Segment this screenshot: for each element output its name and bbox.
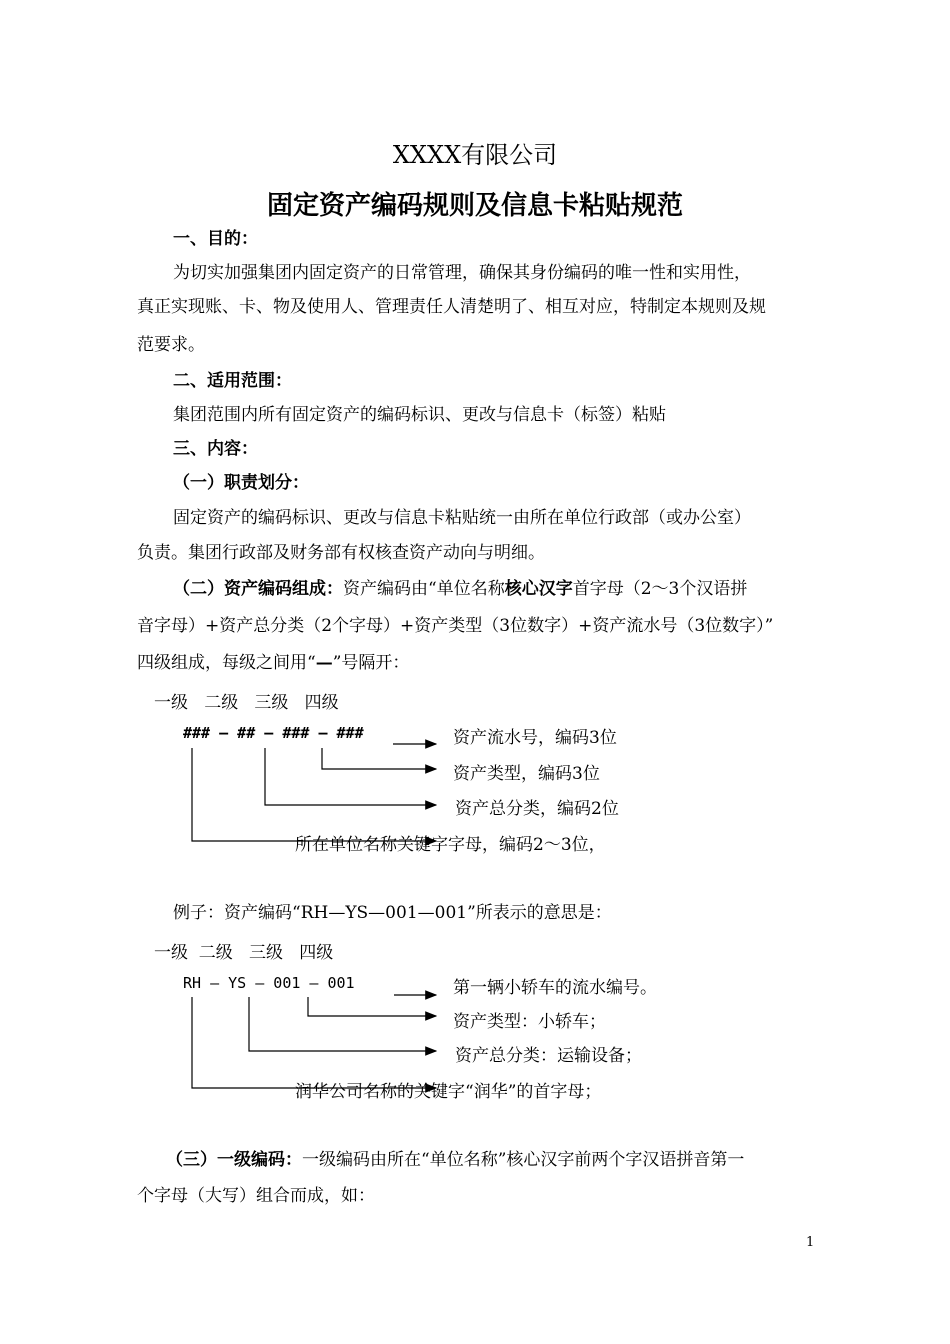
section-1-para-line: 真正实现账、卡、物及使用人、管理责任人清楚明了、相互对应，特制定本规则及规 bbox=[137, 297, 766, 317]
diagram-1-label: 所在单位名称关键字字母，编码2～3位， bbox=[295, 835, 606, 855]
subsection-1-para-line: 负责。集团行政部及财务部有权核查资产动向与明细。 bbox=[137, 543, 545, 563]
diagram-2-connectors bbox=[192, 995, 436, 1088]
subsection-1-heading: （一）职责划分： bbox=[173, 473, 309, 493]
text-span: 四级组成，每级之间用“ bbox=[137, 653, 316, 673]
emphasis-text: — bbox=[315, 653, 333, 673]
subsection-2-heading: （二）资产编码组成： bbox=[173, 579, 343, 599]
diagram-2-label: 润华公司名称的关键字“润华”的首字母； bbox=[295, 1082, 602, 1102]
subsection-2-para-line: 音字母）+资产总分类（2个字母）+资产类型（3位数字）+资产流水号（3位数字）” bbox=[137, 616, 774, 636]
text-span: 首字母（2～3个汉语拼 bbox=[572, 579, 748, 599]
text-span: 资产编码由“单位名称 bbox=[343, 579, 505, 599]
emphasis-text: 核心汉字 bbox=[504, 579, 573, 599]
diagram-2-code: RH — YS — 001 — 001 bbox=[183, 974, 355, 992]
diagram-2-label: 资产类型：小轿车； bbox=[453, 1012, 606, 1032]
subsection-3-heading: （三）一级编码： bbox=[166, 1150, 302, 1170]
section-1-para-line: 范要求。 bbox=[137, 335, 205, 355]
section-2-heading: 二、适用范围： bbox=[173, 371, 292, 391]
section-2-para: 集团范围内所有固定资产的编码标识、更改与信息卡（标签）粘贴 bbox=[173, 405, 666, 425]
diagram-2-label: 第一辆小轿车的流水编号。 bbox=[453, 978, 657, 998]
subsection-3-para-line bbox=[166, 1150, 744, 1170]
diagram-1-label: 资产流水号，编码3位 bbox=[453, 728, 617, 748]
diagram-1-label: 资产类型，编码3位 bbox=[453, 764, 600, 784]
diagram-1-levels: 一级 二级 三级 四级 bbox=[154, 693, 339, 713]
diagram-1-connectors bbox=[192, 744, 436, 841]
diagram-1-code: ### — ## — ### — ### bbox=[183, 724, 364, 742]
section-1-para-line: 为切实加强集团内固定资产的日常管理，确保其身份编码的唯一性和实用性， bbox=[173, 263, 751, 283]
document-title: 固定资产编码规则及信息卡粘贴规范 bbox=[266, 191, 683, 221]
diagram-2-levels: 一级 二级 三级 四级 bbox=[154, 943, 334, 963]
subsection-1-para-line: 固定资产的编码标识、更改与信息卡粘贴统一由所在单位行政部（或办公室） bbox=[173, 508, 751, 528]
section-1-heading: 一、目的： bbox=[173, 229, 258, 249]
company-name: XXXX有限公司 bbox=[392, 141, 558, 169]
text-span: ”号隔开： bbox=[332, 653, 410, 673]
text-span: 一级编码由所在“单位名称”核心汉字前两个字汉语拼音第一 bbox=[302, 1150, 745, 1170]
diagram-2-label: 资产总分类：运输设备； bbox=[455, 1046, 642, 1066]
diagram-1-label: 资产总分类，编码2位 bbox=[455, 799, 619, 819]
section-3-heading: 三、内容： bbox=[173, 439, 258, 459]
example-intro: 例子：资产编码“RH—YS—001—001”所表示的意思是： bbox=[173, 903, 612, 923]
subsection-3-para-line: 个字母（大写）组合而成，如： bbox=[137, 1186, 375, 1206]
page-number: 1 bbox=[806, 1235, 815, 1250]
